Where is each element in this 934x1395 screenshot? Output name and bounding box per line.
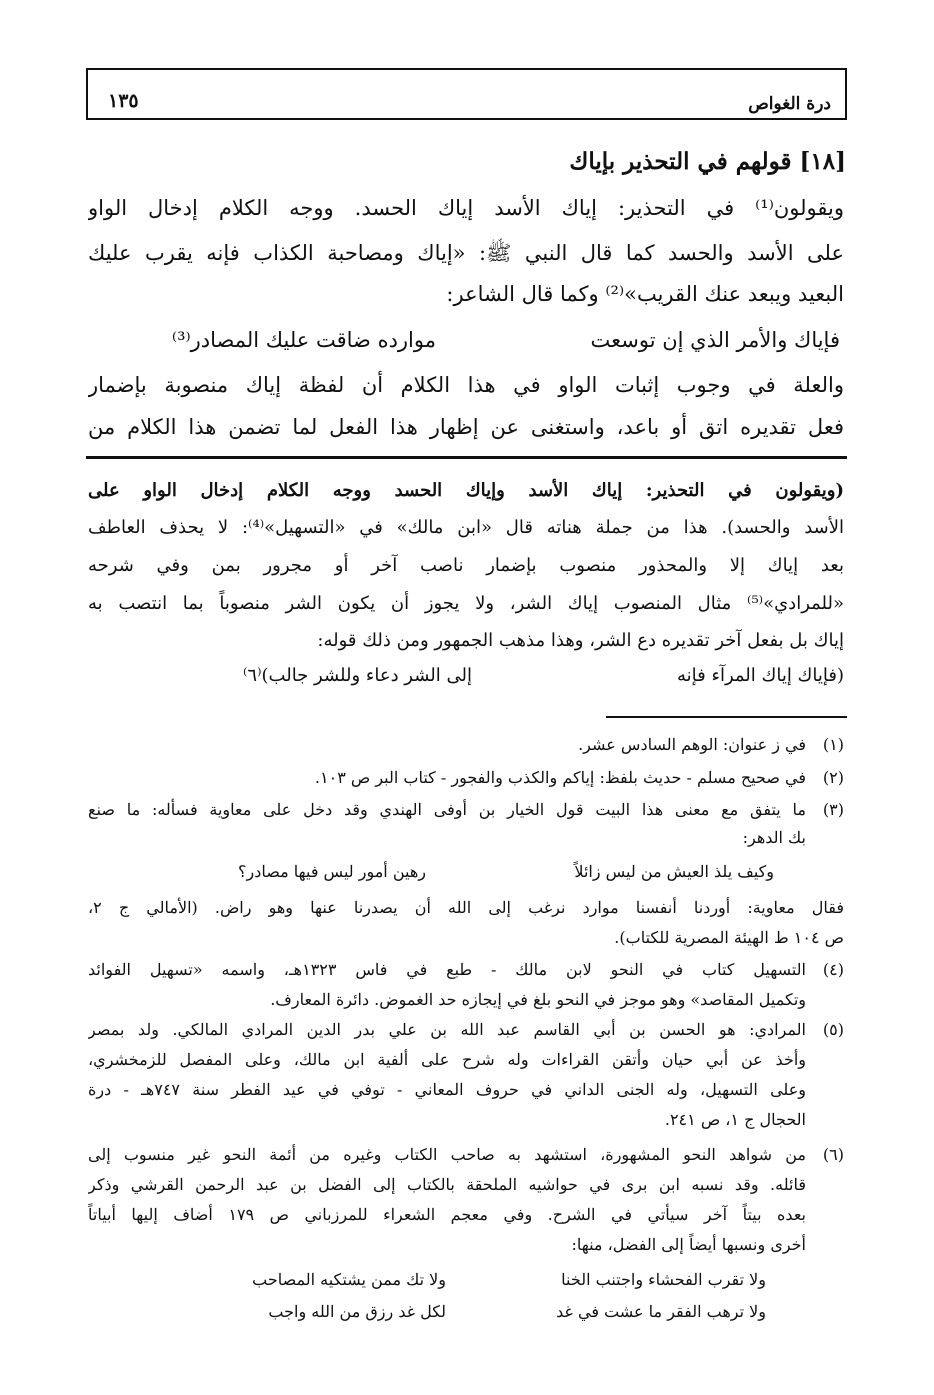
footnote-verse-first: ولا ترهب الفقر ما عشت في غد	[556, 1302, 766, 1321]
verse-second-hemistich: موارده ضاقت عليك المصادر⁽³⁾	[171, 328, 436, 352]
section-heading: [١٨] قولهم في التحذير بإياك	[569, 148, 846, 175]
footnote-line: بعده بيتاً آخر سيأتي في الشرح. وفي معجم الشعراء للمرزباني ص ١٧٩ أضاف إليها أبياتاً	[88, 1205, 806, 1224]
running-header	[86, 68, 847, 120]
footnote-number: (٦)	[822, 1145, 844, 1164]
footnote-line: المرادي: هو الحسن بن أبي القاسم عبد الله بن علي بدر الدين المرادي المالكي. ولد بمصر	[88, 1020, 806, 1039]
footnote-verse-second: رهين أمور ليس فيها مصادر؟	[237, 862, 426, 881]
footnote-rule	[606, 716, 847, 718]
commentary-verse-first: (فإياك إياك المرآء فإنه	[677, 665, 844, 686]
footnote-line: الحجال ج ١، ص ٢٤١.	[664, 1110, 806, 1129]
footnote-verse-first: ولا تقرب الفحشاء واجتنب الخنا	[561, 1270, 766, 1289]
footnote-line: ما يتفق مع معنى هذا البيت قول الخيار بن أوفى الهندي وقد دخل على معاوية فسأله: ما صنع	[88, 800, 806, 819]
book-title: درة الغواص	[748, 94, 831, 114]
footnote-line: قائله. وقد نسبه ابن برى في حواشيه الملحقة بالكتاب إلى الفضل بن عبد الرحمن القرشي وذكر	[88, 1175, 806, 1194]
footnote-line: في صحيح مسلم - حديث بلفظ: إياكم والكذب والفجور - كتاب البر ص ١٠٣.	[314, 768, 806, 787]
separator-rule	[86, 456, 847, 459]
footnote-number: (١)	[822, 735, 844, 754]
commentary-line: إياك بل بفعل آخر تقديره دع الشر، وهذا مذهب الجمهور ومن ذلك قوله:	[317, 630, 844, 651]
footnote-verse-first: وكيف يلذ العيش من ليس زائلاً	[574, 862, 774, 881]
commentary-line: «للمرادي»⁽⁵⁾ مثال المنصوب إياك الشر، ولا يجوز أن يكون الشر منصوباً بما انتصب به	[88, 593, 844, 614]
footnote-line: التسهيل كتاب في النحو لابن مالك - طبع في فاس ١٣٢٣هـ، واسمه «تسهيل الفوائد	[88, 960, 806, 979]
body-line: فعل تقديره اتق أو باعد، واستغنى عن إظهار هذا الفعل لما تضمن هذا الكلام من	[88, 415, 844, 439]
footnote-line: في ز عنوان: الوهم السادس عشر.	[578, 735, 806, 754]
footnote-line: وأخذ عن أبي حيان وأتقن القراءات وله شرح على ألفية ابن مالك، وعلى المفصل للزمخشري،	[88, 1050, 806, 1069]
commentary-line: الأسد والحسد). هذا من جملة هناته قال «ابن مالك» في «التسهيل»⁽⁴⁾: لا يحذف العاطف	[88, 517, 844, 538]
commentary-line: بعد إياك إلا والمحذور منصوب بإضمار ناصب آخر أو مجرور بمن وفي شرحه	[88, 555, 844, 576]
footnote-line: وتكميل المقاصد» وهو موجز في النحو بلغ في إيجازه حد الغموض. دائرة المعارف.	[270, 990, 806, 1009]
footnote-number: (٥)	[822, 1020, 844, 1039]
page-number: ١٣٥	[108, 90, 139, 112]
footnote-number: (٤)	[822, 960, 844, 979]
body-line: البعيد ويبعد عنك القريب»⁽²⁾ وكما قال الشاعر:	[446, 282, 844, 306]
commentary-line: (ويقولون في التحذير: إياك الأسد وإياك الحسد ووجه الكلام إدخال الواو على	[88, 480, 844, 501]
body-line: على الأسد والحسد كما قال النبي ﷺ: «إياك ومصاحبة الكذاب فإنه يقرب عليك	[88, 241, 844, 265]
footnote-number: (٣)	[822, 800, 844, 819]
verse-first-hemistich: فإياك والأمر الذي إن توسعت	[590, 328, 840, 352]
footnote-line: ص ١٠٤ ط الهيئة المصرية للكتاب).	[614, 928, 844, 947]
footnote-line: فقال معاوية: أوردنا أنفسنا موارد نرغب إلى الله أن يصدرنا عنها وهو راض. (الأمالي ج ٢،	[88, 898, 844, 917]
footnote-verse-second: لكل غد رزق من الله واجب	[268, 1302, 446, 1321]
footnote-line: من شواهد النحو المشهورة، استشهد به صاحب الكتاب وغيره من أئمة النحو غير منسوب إلى	[88, 1145, 806, 1164]
commentary-verse-second: إلى الشر دعاء وللشر جالب)⁽٦⁾	[243, 665, 472, 686]
footnote-verse-second: ولا تك ممن يشتكيه المصاحب	[252, 1270, 446, 1289]
body-line: والعلة في وجوب إثبات الواو في هذا الكلام أن لفظة إياك منصوبة بإضمار	[88, 373, 844, 397]
body-line: ويقولون⁽¹⁾ في التحذير: إياك الأسد إياك الحسد. ووجه الكلام إدخال الواو	[88, 196, 844, 220]
footnote-number: (٢)	[822, 768, 844, 787]
footnote-line: بك الدهر:	[742, 828, 806, 847]
footnote-line: وعلى التسهيل، وله الجنى الداني في حروف المعاني - توفي في عيد الفطر سنة ٧٤٧هـ - درة	[88, 1080, 806, 1099]
footnote-line: أخرى ونسبها أيضاً إلى الفضل، منها:	[571, 1235, 806, 1254]
